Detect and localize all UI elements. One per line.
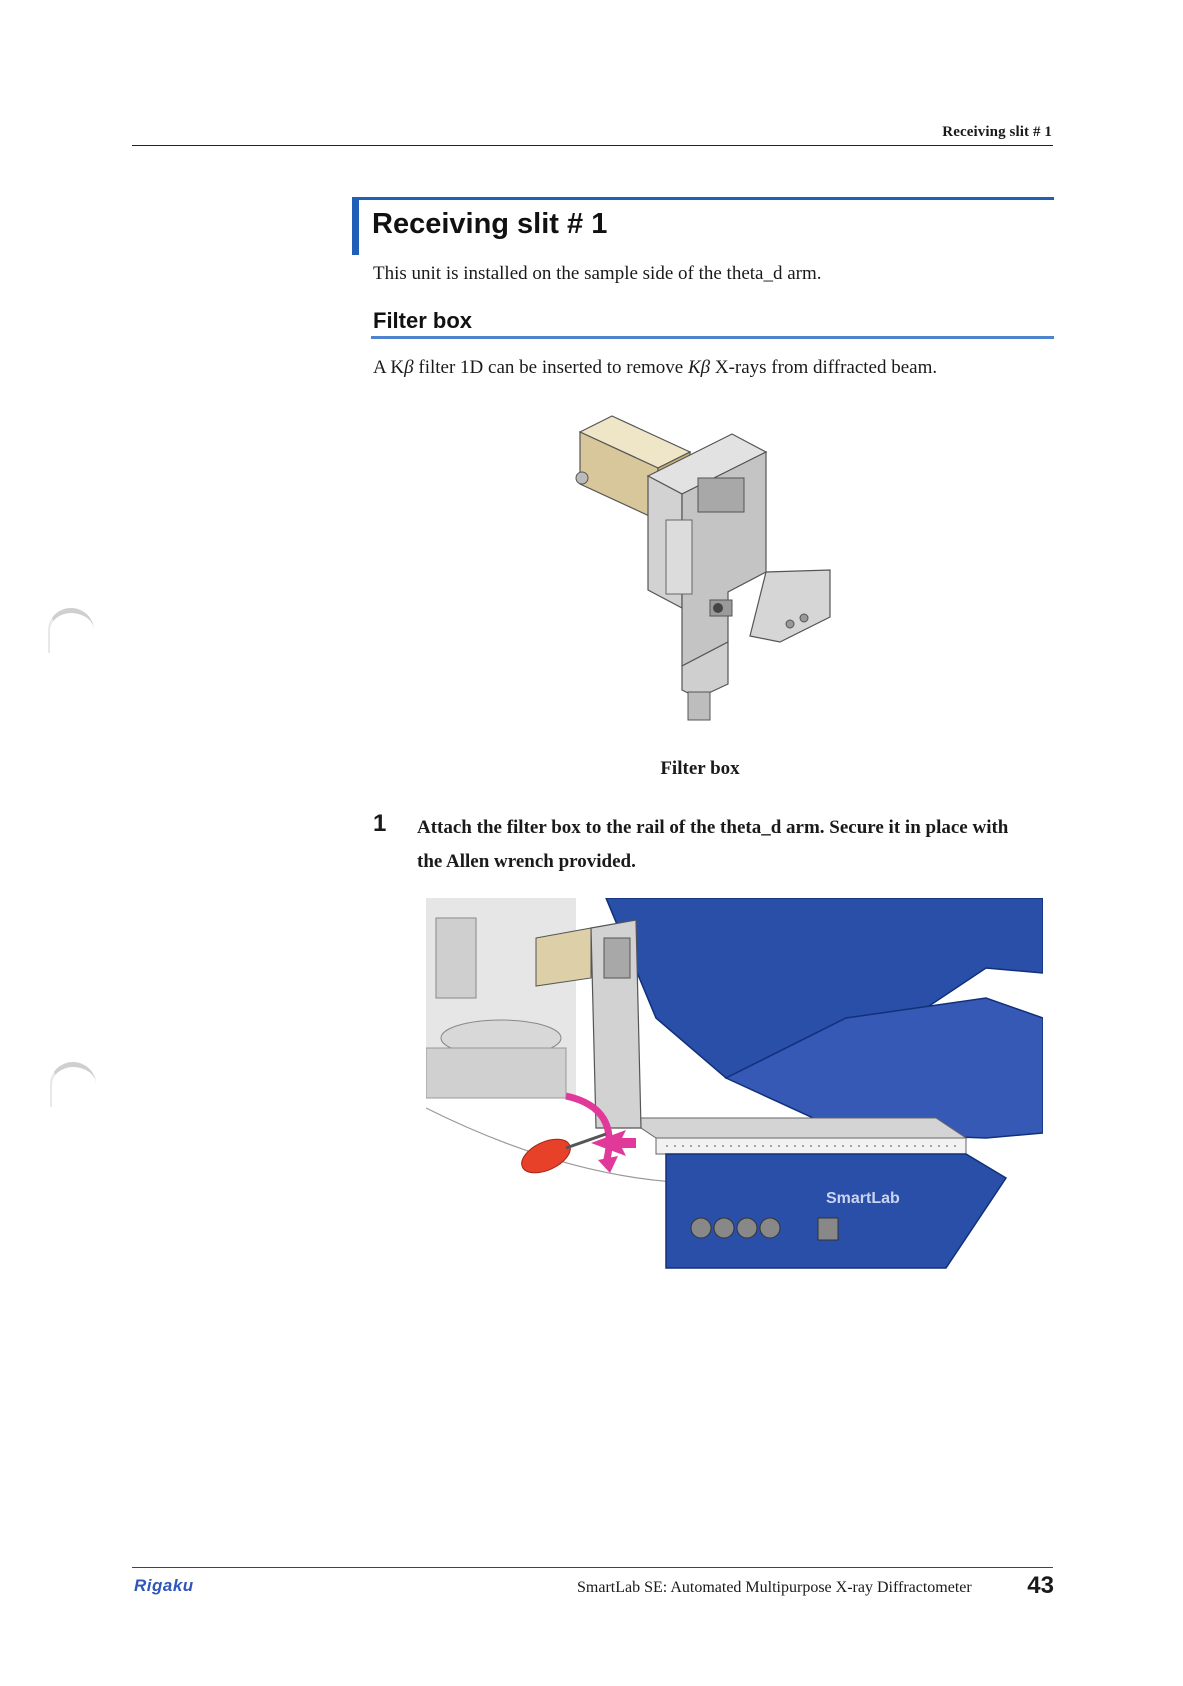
filter-box-illustration <box>570 412 850 740</box>
footer-document-title: SmartLab SE: Automated Multipurpose X-ray Diffractometer <box>577 1579 972 1596</box>
binder-hole-top <box>48 608 94 653</box>
title-rule <box>352 197 1054 200</box>
section-intro: This unit is installed on the sample side of the theta_d arm. <box>373 263 822 284</box>
step-text: Attach the filter box to the rail of the theta_d arm. Secure it in place with the Allen wrench provided. <box>417 817 1009 872</box>
page-number: 43 <box>1027 1572 1054 1599</box>
base-box <box>666 1154 1006 1268</box>
header-rule <box>132 145 1053 146</box>
mounted-filter-block <box>536 928 591 986</box>
filter-knob <box>576 472 588 484</box>
panel-label: SmartLab <box>826 1190 900 1207</box>
running-head: Receiving slit # 1 <box>942 124 1052 140</box>
step-number: 1 <box>373 810 387 837</box>
kbeta-symbol: Kβ <box>687 357 711 378</box>
rail <box>626 1118 966 1138</box>
beta-symbol: β <box>404 357 414 378</box>
footer-rule <box>132 1567 1053 1568</box>
rigaku-logo: Rigaku <box>134 1576 194 1595</box>
bracket-arm <box>750 570 830 642</box>
subsection-rule <box>371 336 1054 339</box>
figure-caption: Filter box <box>660 758 740 779</box>
subsection-title: Filter box <box>373 308 473 333</box>
subsection-text: A Kβ filter 1D can be inserted to remove Kβ X-rays from diffracted beam. <box>373 357 938 378</box>
mounting-illustration <box>426 898 1043 1273</box>
title-accent-bar <box>352 198 359 255</box>
section-title: Receiving slit # 1 <box>372 208 608 240</box>
binder-hole-bottom <box>50 1062 96 1107</box>
